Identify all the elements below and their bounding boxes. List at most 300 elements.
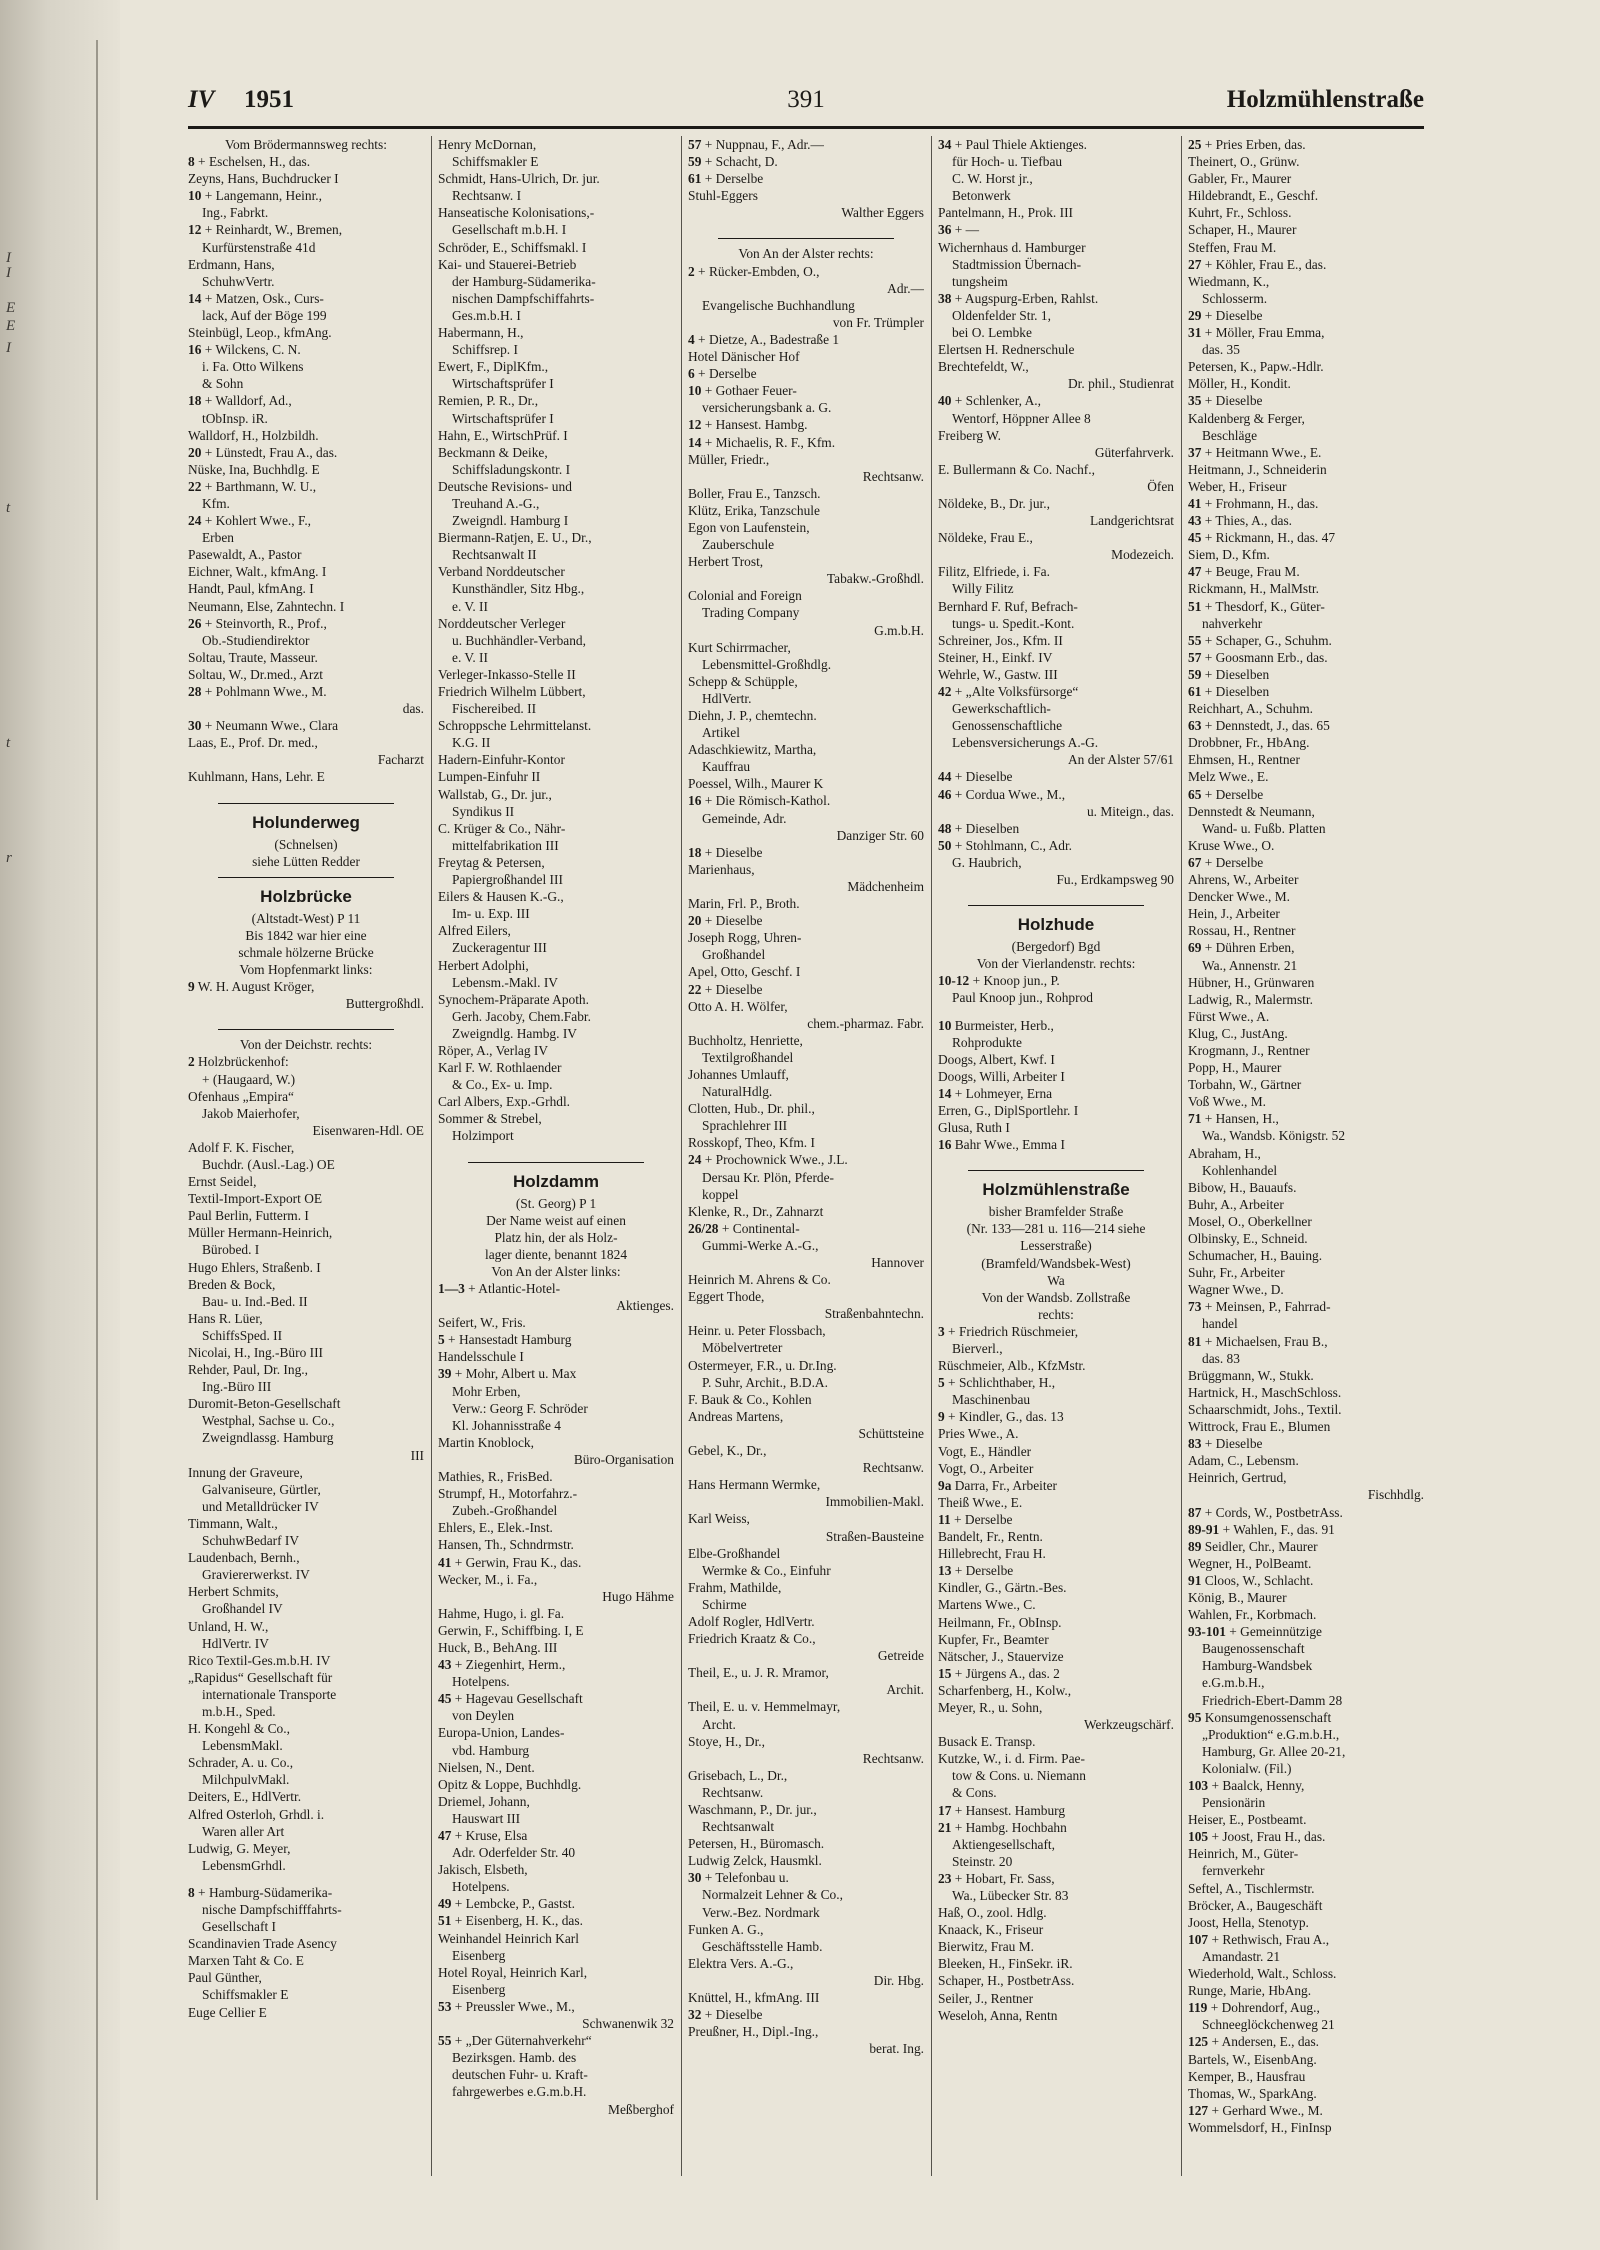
house-entry	[938, 1819, 1174, 1836]
entry-text: + Dieselbe	[1201, 1436, 1263, 1452]
section-note: (Bramfeld/Wandsbek-West)	[981, 1255, 1131, 1271]
entry-continuation: Ing., Fabrkt.	[202, 205, 269, 221]
spacer	[188, 1874, 424, 1884]
house-entry	[188, 1884, 424, 1901]
entry-line: Andreas Martens,	[688, 1408, 784, 1424]
entry-line: Martens Wwe., C.	[938, 1597, 1036, 1613]
spacer	[688, 221, 924, 231]
entry-continuation: Wa., Annenstr. 21	[1202, 957, 1298, 973]
entry-line: Voß Wwe., M.	[1188, 1094, 1266, 1110]
entry-line: Nüske, Ina, Buchhdlg. E	[188, 461, 320, 477]
entry-line: Alfred Osterloh, Grhdl. i.	[188, 1806, 325, 1822]
entry-line: Schaarschmidt, Johs., Textil.	[1188, 1401, 1342, 1417]
house-entry	[688, 912, 924, 929]
entry-continuation: SchiffsSped. II	[202, 1327, 283, 1343]
entry-line: Rehder, Paul, Dr. Ing.,	[188, 1362, 308, 1378]
house-number: 45	[438, 1691, 452, 1707]
house-number: 73	[1188, 1299, 1202, 1315]
entry-text: + Hansest. Hambg.	[701, 417, 808, 433]
entry-line: Klug, C., JustAng.	[1188, 1025, 1288, 1041]
entry-line: Ladwig, R., Malermstr.	[1188, 991, 1313, 1007]
entry-continuation: Gemeinde, Adr.	[702, 810, 787, 826]
entry-line: Hartnick, H., MaschSchloss.	[1188, 1384, 1342, 1400]
entry-line: Siem, D., Kfm.	[1188, 547, 1270, 563]
entry-text: + Reinhardt, W., Bremen,	[201, 222, 343, 238]
entry-line: Gabler, Fr., Maurer	[1188, 171, 1292, 187]
entry-line: Nöldeke, B., Dr. jur.,	[938, 495, 1050, 511]
entry-continuation: Ing.-Büro III	[202, 1379, 272, 1395]
entry-right: Walther Eggers	[841, 205, 924, 221]
section-note: (Nr. 133—281 u. 116—214 siehe	[966, 1221, 1146, 1237]
house-entry	[938, 221, 1174, 238]
section-note: Wa	[1047, 1272, 1065, 1288]
entry-line: Drobbner, Fr., HbAng.	[1188, 735, 1310, 751]
house-entry	[938, 392, 1174, 409]
entry-text: + Knoop jun., P.	[969, 973, 1060, 989]
entry-right: Hugo Hähme	[602, 1588, 674, 1604]
street-heading: Holzmühlenstraße	[982, 1180, 1130, 1200]
entry-line: Klütz, Erika, Tanzschule	[688, 502, 820, 518]
entry-line: Marienhaus,	[688, 861, 755, 877]
page-header	[188, 80, 1424, 129]
entry-line: Bibow, H., Bauaufs.	[1188, 1179, 1297, 1195]
entry-continuation: HdlVertr.	[702, 690, 752, 706]
entry-line: Martin Knoblock,	[438, 1434, 534, 1450]
house-entry	[188, 1053, 424, 1070]
entry-continuation: fernverkehr	[1202, 1863, 1265, 1879]
entry-line: Johannes Umlauff,	[688, 1066, 789, 1082]
house-entry	[188, 478, 424, 495]
entry-line: Kutzke, W., i. d. Firm. Pae-	[938, 1751, 1085, 1767]
entry-continuation: Kl. Johannisstraße 4	[452, 1417, 561, 1433]
entry-text: + Dieselbe	[701, 981, 763, 997]
spacer	[938, 1007, 1174, 1017]
house-entry	[1188, 1435, 1424, 1452]
entry-continuation: tungs- u. Spedit.-Kont.	[952, 615, 1075, 631]
house-number: 28	[188, 684, 202, 699]
house-number: 10	[688, 383, 702, 399]
entry-text: + Cordua Wwe., M.,	[951, 786, 1066, 802]
house-entry	[938, 837, 1174, 854]
house-number: 30	[188, 718, 202, 734]
entry-line: Joost, Hella, Stenotyp.	[1188, 1914, 1309, 1930]
entry-text: + Derselbe	[951, 1563, 1014, 1579]
house-number: 18	[688, 844, 702, 860]
entry-text: + Cords, W., PostbetrAss.	[1201, 1504, 1343, 1520]
entry-continuation: Genossenschaftliche	[952, 718, 1063, 734]
house-entry	[938, 1665, 1174, 1682]
entry-line: Hotel Dänischer Hof	[688, 349, 800, 365]
entry-text: + Hobart, Fr. Sass,	[951, 1870, 1055, 1886]
house-number: 30	[688, 1870, 702, 1886]
entry-line: Müller Hermann-Heinrich,	[188, 1225, 333, 1241]
entry-line: Kuhrt, Fr., Schloss.	[1188, 205, 1292, 221]
house-number: 41	[1188, 495, 1202, 511]
entry-continuation: und Metalldrücker IV	[202, 1498, 319, 1514]
entry-text: + Gothaer Feuer-	[701, 383, 797, 399]
column-3	[688, 136, 924, 2176]
entry-line: Scandinavien Trade Asency	[188, 1936, 337, 1952]
entry-continuation: Amandastr. 21	[1202, 1948, 1281, 1964]
entry-continuation: Rohprodukte	[952, 1034, 1022, 1050]
entry-continuation: K.G. II	[452, 735, 491, 751]
house-number: 18	[188, 393, 202, 409]
house-entry	[688, 382, 924, 399]
house-entry	[688, 136, 924, 153]
entry-line: Petersen, H., Büromasch.	[688, 1836, 825, 1852]
entry-text: + Eisenberg, H. K., das.	[451, 1913, 583, 1929]
entry-continuation: Syndikus II	[452, 803, 515, 819]
entry-line: Suhr, Fr., Arbeiter	[1188, 1265, 1285, 1281]
house-number: 44	[938, 769, 952, 785]
entry-text: + Derselbe	[1201, 854, 1264, 870]
entry-line: Hans Hermann Wermke,	[688, 1477, 821, 1493]
entry-line: König, B., Maurer	[1188, 1589, 1287, 1605]
entry-line: Vogt, O., Arbeiter	[938, 1460, 1034, 1476]
section-note: rechts:	[1038, 1306, 1074, 1322]
entry-right: Buttergroßhdl.	[345, 996, 424, 1012]
house-entry	[688, 153, 924, 170]
spacer	[438, 1145, 674, 1155]
entry-line: Nöldeke, Frau E.,	[938, 530, 1033, 546]
house-entry	[688, 365, 924, 382]
entry-text: + Meinsen, P., Fahrrad-	[1201, 1299, 1331, 1315]
directory-columns	[188, 136, 1424, 2176]
entry-text: + Beuge, Frau M.	[1201, 564, 1300, 580]
entry-text: + Thies, A., das.	[1201, 513, 1293, 529]
house-number: 27	[1188, 256, 1202, 272]
house-number: 55	[1188, 632, 1202, 648]
entry-text: + Baalck, Henny,	[1208, 1778, 1305, 1793]
entry-line: Driemel, Johann,	[438, 1793, 530, 1809]
house-entry	[1188, 324, 1424, 341]
house-number: 107	[1188, 1931, 1209, 1947]
entry-line: Adam, C., Lebensm.	[1188, 1453, 1299, 1469]
house-number: 59	[1188, 666, 1202, 682]
house-number: 16	[938, 1137, 952, 1153]
house-entry	[1188, 307, 1424, 324]
entry-line: Walldorf, H., Holzbildh.	[188, 427, 319, 443]
entry-line: Textil-Import-Export OE	[188, 1191, 323, 1207]
entry-text: + Telefonbau u.	[701, 1870, 789, 1886]
entry-text: + Langemann, Heinr.,	[201, 188, 322, 204]
entry-line: Elektra Vers. A.-G.,	[688, 1955, 794, 1971]
entry-continuation: Dersau Kr. Plön, Pferde-	[702, 1169, 835, 1185]
entry-line: Carl Albers, Exp.-Grhdl.	[438, 1094, 571, 1110]
entry-line: Stuhl-Eggers	[688, 188, 758, 204]
entry-text: + Matzen, Osk., Curs-	[201, 290, 324, 306]
entry-line: Poessel, Wilh., Maurer K	[688, 776, 824, 792]
entry-line: Zeyns, Hans, Buchdrucker I	[188, 171, 339, 187]
entry-line: Kurt Schirrmacher,	[688, 639, 791, 655]
entry-line: Ostermeyer, F.R., u. Dr.Ing.	[688, 1357, 837, 1373]
entry-continuation: nahverkehr	[1202, 615, 1263, 631]
entry-right: Landgerichtsrat	[1089, 513, 1174, 529]
house-number: 51	[1188, 598, 1202, 614]
entry-continuation: das. 83	[1202, 1350, 1240, 1366]
entry-continuation: e.G.m.b.H.,	[1202, 1675, 1265, 1691]
entry-line: F. Bauk & Co., Kohlen	[688, 1391, 812, 1407]
entry-right: Straßen-Bausteine	[825, 1528, 924, 1544]
entry-line: Hotel Royal, Heinrich Karl,	[438, 1964, 588, 1980]
entry-line: Knüttel, H., kfmAng. III	[688, 1990, 820, 2006]
entry-text: Konsumgenossenschaft	[1201, 1709, 1332, 1725]
entry-continuation: von Deylen	[452, 1708, 515, 1724]
house-entry	[438, 1365, 674, 1382]
entry-line: Wiedmann, K.,	[1188, 273, 1270, 289]
entry-continuation: Schiffsrep. I	[452, 342, 518, 358]
entry-line: Heinrich, M., Güter-	[1188, 1846, 1299, 1862]
entry-text: + Paul Thiele Aktienges.	[951, 137, 1088, 152]
entry-continuation: Bürobed. I	[202, 1242, 260, 1258]
street-heading: Holzbrücke	[260, 886, 352, 906]
entry-continuation: Westphal, Sachse u. Co.,	[202, 1413, 335, 1429]
house-number: 17	[938, 1802, 952, 1818]
entry-text: Darra, Fr., Arbeiter	[951, 1477, 1057, 1493]
entry-text: + Gerwin, Frau K., das.	[451, 1554, 582, 1570]
entry-text: + Rethwisch, Frau A.,	[1208, 1931, 1330, 1947]
entry-continuation: Ges.m.b.H. I	[452, 307, 521, 323]
house-number: 38	[938, 290, 952, 306]
entry-continuation: C. W. Horst jr.,	[952, 171, 1033, 187]
house-entry	[938, 290, 1174, 307]
entry-line: Bernhard F. Ruf, Befrach-	[938, 598, 1078, 614]
entry-line: Ehmsen, H., Rentner	[1188, 752, 1300, 768]
entry-continuation: Großhandel IV	[202, 1601, 283, 1617]
entry-text: + Continental-	[718, 1220, 800, 1236]
entry-continuation: Bierverl.,	[952, 1341, 1003, 1356]
entry-text: + Derselbe	[950, 1511, 1013, 1527]
house-number: 25	[1188, 137, 1202, 152]
house-number: 14	[938, 1085, 952, 1101]
section-note: Bis 1842 war hier eine	[245, 927, 367, 943]
column-2	[438, 136, 674, 2176]
house-entry	[1188, 2102, 1424, 2119]
entry-text: + Dieselben	[1201, 666, 1270, 682]
house-entry	[1188, 854, 1424, 871]
house-number: 67	[1188, 854, 1202, 870]
entry-line: Heinr. u. Peter Flossbach,	[688, 1323, 826, 1339]
entry-continuation: Rechtsanwalt II	[452, 547, 537, 563]
entry-continuation: Erben	[202, 530, 234, 546]
house-entry	[1188, 1110, 1424, 1127]
street-heading: Holzdamm	[513, 1171, 599, 1191]
house-entry	[688, 331, 924, 348]
entry-continuation: Kauffrau	[702, 759, 751, 775]
entry-line: Norddeutscher Verleger	[438, 615, 566, 631]
house-number: 11	[938, 1511, 951, 1527]
entry-right: Facharzt	[377, 752, 424, 768]
entry-line: Friedrich Kraatz & Co.,	[688, 1631, 816, 1647]
street-heading: Holzhude	[1017, 915, 1095, 935]
entry-continuation: Beschläge	[1202, 427, 1258, 443]
house-entry	[938, 1870, 1174, 1887]
entry-text: + Hansestadt Hamburg	[444, 1332, 572, 1348]
house-number: 32	[688, 2007, 702, 2023]
house-entry	[1188, 1333, 1424, 1350]
entry-line: Müller, Friedr.,	[688, 451, 770, 467]
entry-line: Karl F. W. Rothlaender	[438, 1060, 562, 1076]
entry-line: Apel, Otto, Geschf. I	[688, 964, 801, 980]
house-number: 95	[1188, 1709, 1202, 1725]
entry-continuation: Hauswart III	[452, 1810, 521, 1826]
street-heading: Holunderweg	[252, 812, 360, 832]
section-note: Von der Deichstr. rechts:	[239, 1037, 373, 1053]
entry-text: + „Alte Volksfürsorge“	[951, 684, 1079, 699]
entry-text: + Dieselbe	[701, 844, 763, 860]
house-entry	[1188, 649, 1424, 666]
house-number: 20	[188, 444, 202, 460]
entry-continuation: HdlVertr. IV	[202, 1635, 269, 1651]
entry-right: Dr. phil., Studienrat	[1068, 376, 1174, 392]
entry-line: Schumacher, H., Bauing.	[1188, 1248, 1323, 1264]
book-spine	[0, 0, 120, 2250]
entry-continuation: u. Buchhändler-Verband,	[452, 632, 586, 648]
entry-continuation: Zubeh.-Großhandel	[452, 1503, 558, 1519]
entry-line: Wallstab, G., Dr. jur.,	[438, 786, 552, 802]
house-number: 43	[1188, 513, 1202, 529]
house-number: 12	[188, 222, 202, 238]
entry-line: Herbert Trost,	[688, 554, 764, 570]
spacer	[938, 888, 1174, 898]
house-entry	[1188, 786, 1424, 803]
entry-line: Soltau, W., Dr.med., Arzt	[188, 666, 324, 682]
house-number: 1—3	[438, 1281, 465, 1296]
entry-continuation: Paul Knoop jun., Rohprod	[952, 990, 1093, 1006]
entry-line: Olbinsky, E., Schneid.	[1188, 1231, 1308, 1246]
entry-right: berat. Ing.	[869, 2041, 924, 2057]
entry-continuation: Zweigndlassg. Hamburg	[202, 1430, 334, 1446]
entry-line: Brechtefeldt, W.,	[938, 359, 1029, 375]
house-number: 35	[1188, 393, 1202, 409]
house-number: 6	[688, 366, 695, 382]
entry-continuation: Wand- u. Fußb. Platten	[1202, 820, 1326, 836]
entry-text: + Dühren Erben,	[1201, 940, 1295, 956]
entry-line: Soltau, Traute, Masseur.	[188, 649, 318, 665]
entry-line: Kruse Wwe., O.	[1188, 837, 1275, 853]
house-entry	[938, 1408, 1174, 1425]
house-entry	[1188, 136, 1424, 153]
section-note: Vom Hopfenmarkt links:	[239, 962, 373, 978]
entry-line: Busack E. Transp.	[938, 1734, 1036, 1750]
entry-line: Hugo Ehlers, Straßenb. I	[188, 1259, 321, 1275]
entry-continuation: Schneeglöckchenweg 21	[1202, 2017, 1335, 2033]
entry-continuation: Verw.-Bez. Nordmark	[702, 1904, 820, 1920]
entry-continuation: LebensmMakl.	[202, 1738, 283, 1754]
entry-text: + Hagevau Gesellschaft	[451, 1691, 583, 1707]
entry-line: Steiner, H., Einkf. IV	[938, 649, 1053, 665]
entry-continuation: Jakob Maierhofer,	[202, 1105, 300, 1121]
entry-right: III	[410, 1447, 424, 1463]
entry-text: + Stohlmann, C., Adr.	[951, 837, 1073, 853]
section-note: Lesserstraße)	[1020, 1238, 1092, 1254]
entry-right: Danziger Str. 60	[836, 827, 924, 843]
entry-line: Ehlers, E., Elek.-Inst.	[438, 1520, 553, 1536]
entry-right: Archit.	[886, 1682, 924, 1698]
entry-line: Klenke, R., Dr., Zahnarzt	[688, 1203, 824, 1219]
entry-continuation: bei O. Lembke	[952, 325, 1032, 341]
entry-line: Diehn, J. P., chemtechn.	[688, 708, 817, 723]
entry-continuation: Wa., Wandsb. Königstr. 52	[1202, 1128, 1346, 1144]
entry-line: Kai- und Stauerei-Betrieb	[438, 256, 577, 272]
house-entry	[1188, 1572, 1424, 1589]
entry-continuation: Rechtsanwalt	[702, 1819, 775, 1835]
column-divider	[431, 136, 432, 2176]
entry-line: Wittrock, Frau E., Blumen	[1188, 1419, 1331, 1435]
entry-line: Buchholtz, Henriette,	[688, 1032, 803, 1048]
house-entry	[188, 683, 424, 700]
entry-line: Adaschkiewitz, Martha,	[688, 742, 817, 758]
house-entry	[938, 683, 1174, 700]
house-entry	[688, 434, 924, 451]
house-number: 14	[188, 290, 202, 306]
section-note: (Bergedorf) Bgd	[1011, 939, 1101, 955]
entry-line: Opitz & Loppe, Buchhdlg.	[438, 1776, 582, 1792]
entry-text: Burmeister, Herb.,	[951, 1017, 1054, 1033]
house-entry	[188, 444, 424, 461]
entry-line: Hübner, H., Grünwaren	[1188, 974, 1315, 990]
column-divider	[1181, 136, 1182, 2176]
house-number: 55	[438, 2033, 452, 2049]
entry-text: + Augspurg-Erben, Rahlst.	[951, 290, 1099, 306]
entry-continuation: deutschen Fuhr- u. Kraft-	[452, 2067, 588, 2083]
entry-text: + Neumann Wwe., Clara	[201, 718, 339, 734]
entry-line: Heilmann, Fr., ObInsp.	[938, 1614, 1062, 1630]
house-number: 5	[938, 1375, 945, 1391]
entry-continuation: P. Suhr, Archit., B.D.A.	[702, 1374, 828, 1390]
entry-line: Gerwin, F., Schiffbing. I, E	[438, 1622, 584, 1638]
entry-line: Deutsche Revisions- und	[438, 478, 572, 494]
house-entry	[438, 1554, 674, 1571]
entry-line: Schröder, E., Schiffsmakl. I	[438, 239, 587, 255]
house-entry	[938, 1374, 1174, 1391]
section-note: lager diente, benannt 1824	[484, 1246, 628, 1262]
entry-right: chem.-pharmaz. Fabr.	[807, 1015, 924, 1031]
margin-mark: E	[6, 300, 16, 316]
entry-line: Weber, H., Friseur	[1188, 478, 1287, 494]
entry-line: Bröcker, A., Baugeschäft	[1188, 1897, 1323, 1913]
entry-line: Rickmann, H., MalMstr.	[1188, 581, 1319, 597]
entry-line: Preußner, H., Dipl.-Ing.,	[688, 2024, 819, 2040]
house-number: 5	[438, 1332, 445, 1348]
entry-continuation: fahrgewerbes e.G.m.b.H.	[452, 2084, 587, 2100]
house-entry	[438, 1280, 674, 1297]
entry-text: + Dieselben	[951, 820, 1020, 836]
entry-line: H. Kongehl & Co.,	[188, 1721, 290, 1737]
entry-continuation: Bezirksgen. Hamb. des	[452, 2050, 577, 2066]
entry-continuation: Lebensversicherungs A.-G.	[952, 735, 1099, 751]
house-number: 2	[188, 1054, 195, 1070]
entry-line: Gebel, K., Dr.,	[688, 1443, 767, 1459]
entry-line: Beckmann & Deike,	[438, 444, 548, 460]
entry-line: Ewert, F., DiplKfm.,	[438, 359, 549, 375]
house-number: 61	[1188, 684, 1202, 699]
entry-text: + „Der Güternahverkehr“	[451, 2033, 592, 2049]
entry-continuation: e. V. II	[452, 598, 488, 614]
column-divider	[681, 136, 682, 2176]
entry-right: An der Alster 57/61	[1068, 752, 1174, 768]
entry-continuation: MilchpulvMakl.	[202, 1772, 290, 1788]
entry-line: Habermann, H.,	[438, 325, 524, 341]
entry-text: + Hamburg-Südamerika-	[194, 1884, 333, 1900]
entry-line: Mathies, R., FrisBed.	[438, 1469, 553, 1485]
entry-line: Laas, E., Prof. Dr. med.,	[188, 735, 318, 751]
entry-text: + Dieselbe	[1201, 393, 1263, 409]
entry-line: Krogmann, J., Rentner	[1188, 1042, 1310, 1058]
section-note: Platz hin, der als Holz-	[494, 1229, 618, 1245]
house-number: 89	[1188, 1538, 1202, 1554]
section-note: schmale hölzerne Brücke	[238, 944, 374, 960]
